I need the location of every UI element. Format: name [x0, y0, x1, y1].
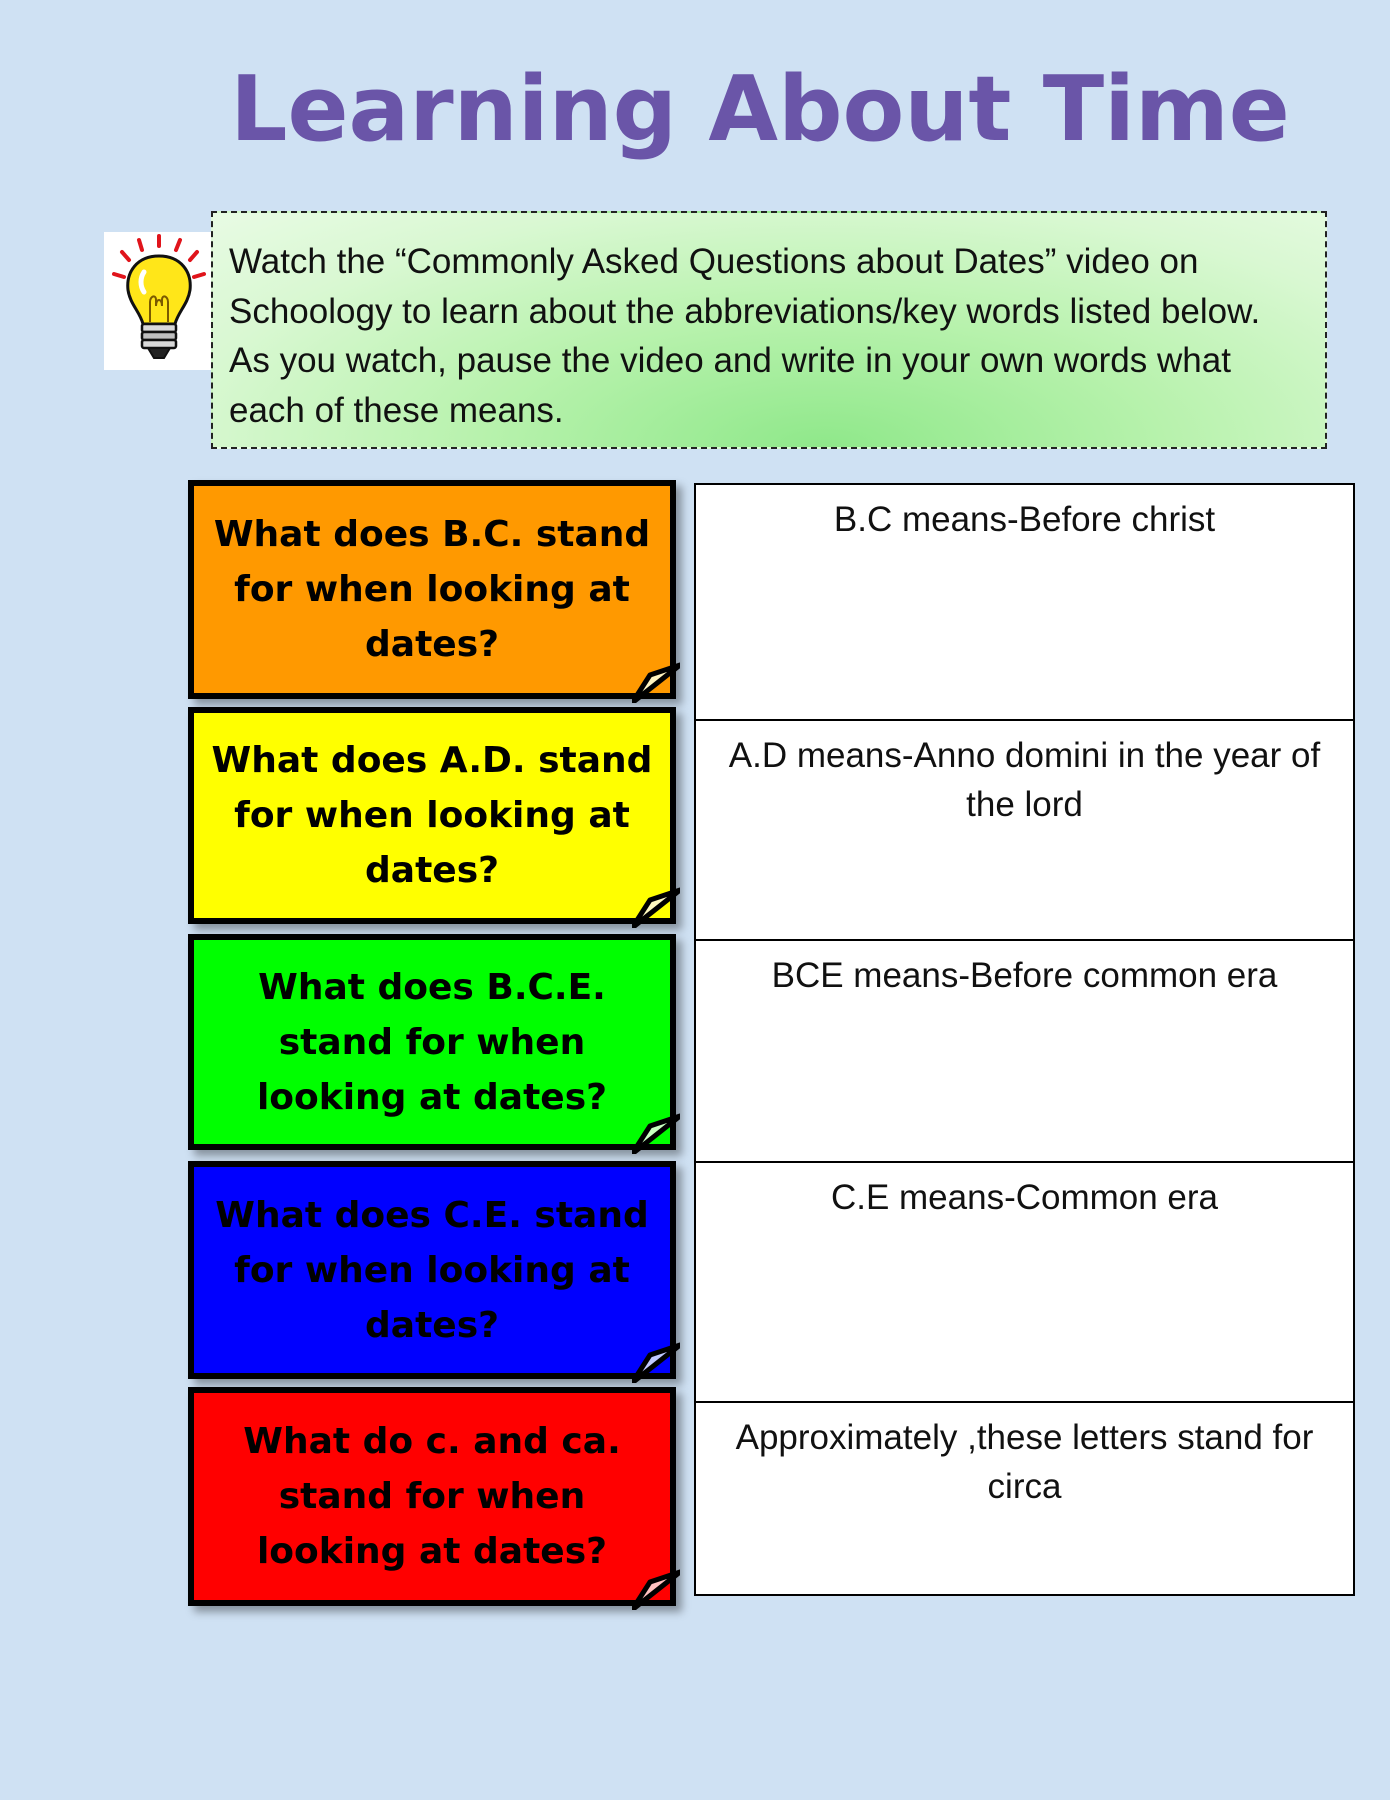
page-curl-icon: [632, 886, 680, 928]
question-card-ce: [188, 1161, 676, 1379]
question-card-circa: [188, 1387, 676, 1606]
answer-cell-circa[interactable]: Approximately ,these letters stand for circa: [696, 1401, 1353, 1596]
question-label: What does B.C. stand for when looking at dates?: [213, 514, 651, 665]
instructions-box: Watch the “Commonly Asked Questions about Dates” video on Schoology to learn about the abbreviations/key words listed below. As you watch, pause the video and write in your own words what each of these means.: [211, 211, 1327, 449]
lightbulb-icon: [104, 232, 214, 370]
question-card-bc: [188, 480, 676, 699]
question-label: What does B.C.E. stand for when looking at dates?: [256, 966, 608, 1118]
page-curl-icon: [632, 661, 680, 703]
page-curl-icon: [632, 1341, 680, 1383]
question-label: What does C.E. stand for when looking at dates?: [215, 1194, 649, 1346]
answer-cell-ce[interactable]: C.E means-Common era: [696, 1161, 1353, 1401]
question-label: What do c. and ca. stand for when looking at dates?: [243, 1421, 621, 1572]
question-card-ad: [188, 707, 676, 924]
page-curl-icon: [632, 1568, 680, 1610]
answers-table: [694, 483, 1355, 1596]
answer-cell-bc[interactable]: B.C means-Before christ: [833, 500, 1216, 539]
answer-cell-bce[interactable]: BCE means-Before common era: [696, 939, 1353, 1161]
page-curl-icon: [632, 1112, 680, 1154]
question-card-bce: [188, 934, 676, 1150]
answer-cell-ad[interactable]: A.D means-Anno domini in the year of the lord: [696, 719, 1353, 939]
question-label: What does A.D. stand for when looking at dates?: [211, 740, 653, 891]
page-title: Learning About Time: [230, 57, 1290, 162]
